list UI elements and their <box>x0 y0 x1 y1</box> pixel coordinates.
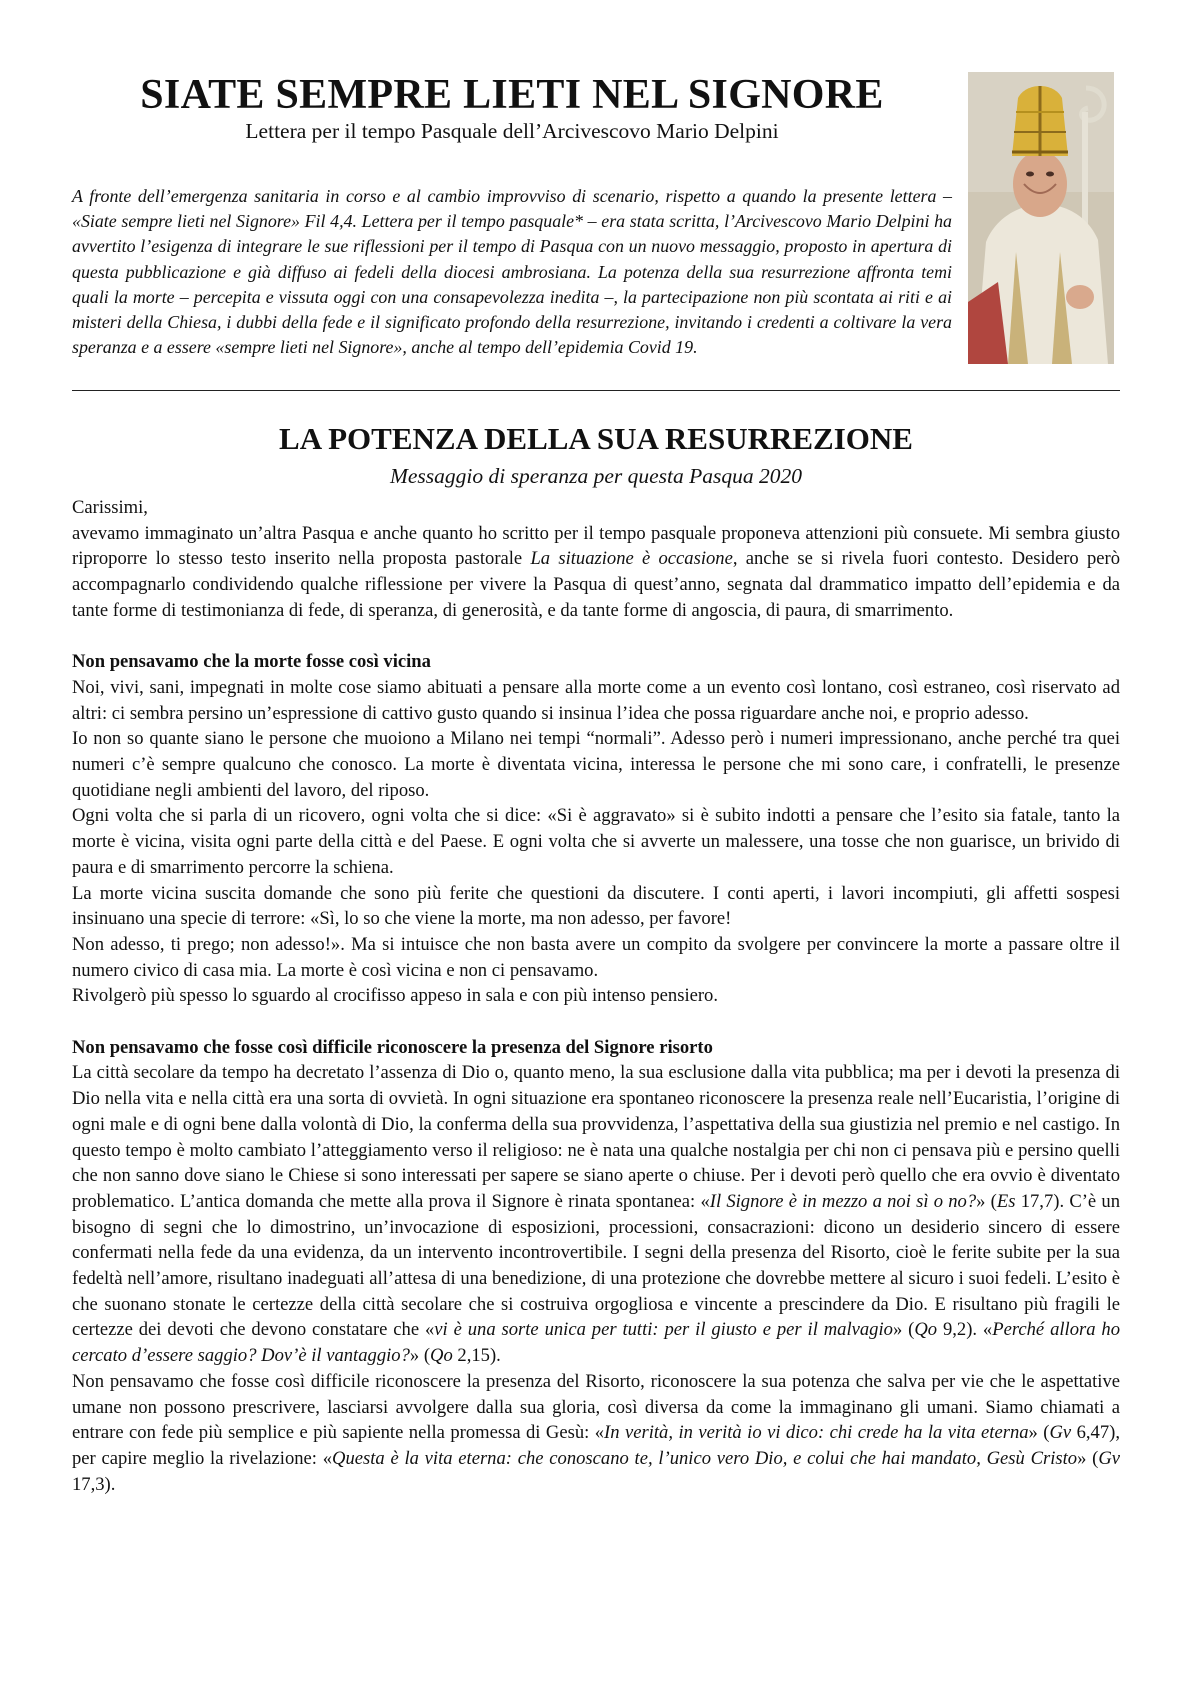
body-paragraph: Non pensavamo che fosse così difficile riconoscere la presenza del Risorto, riconoscere la sua potenza che salva per vie che le aspettative umane non possono prescrivere, lasciarsi avvolgere dalla sua gloria, così diversa da come la immaginano gli umani. Siamo chiamati a entrare con fede più semplice e più sapiente nella promessa di Gesù: «In verità, in verità io vi dico: chi crede ha la vita eterna» (Gv 6,47), per capire meglio la rivelazione: «Questa è la vita eterna: che conoscano te, l’unico vero Dio, e colui che hai mandato, Gesù Cristo» (Gv 17,3). <box>72 1370 1121 1495</box>
message-body <box>72 495 1120 1497</box>
body-paragraph: avevamo immaginato un’altra Pasqua e anche quanto ho scritto per il tempo pasquale proponeva attenzioni più consuete. Mi sembra giusto riproporre lo stesso testo inserito nella proposta pastorale La situazione è occasione, anche se si rivela fuori contesto. Desidero però accompagnarlo condividendo qualche riflessione per vivere la Pasqua di quest’anno, segnata dal drammatico impatto dell’epidemia e da tante forme di testimonianza di fede, di speranza, di generosità, e da tante forme di angoscia, di paura, di smarrimento. <box>72 522 1121 621</box>
paragraph-gap <box>72 1009 1120 1035</box>
archbishop-photo <box>968 72 1114 364</box>
body-paragraph: La morte vicina suscita domande che sono più ferite che questioni da discutere. I conti aperti, i lavori incompiuti, gli affetti sospesi insinuano una specie di terrore: «Sì, lo so che viene la morte, ma non adesso, per favore! <box>72 882 1120 930</box>
body-paragraph: La città secolare da tempo ha decretato l’assenza di Dio o, quanto meno, la sua esclusione dalla vita pubblica; ma per i devoti la presenza di Dio nella vita e nella città era una sorta di ovvietà. In ogni situazione era spontaneo riconoscere la presenza reale nell’Eucaristia, l’origine di ogni male e di ogni bene dalla volontà di Dio, la conferma della sua provvidenza, l’aspettativa della sua giustizia nel premio e nel castigo. In questo tempo è molto cambiato l’atteggiamento verso il religioso: ne è nata una qualche nostalgia per chi non ci pensava più e persino quelli che non sanno dove siano le Chiese si sono interessati per sapere se siano aperte o chiuse. Per i devoti però quello che era ovvio è diventato problematico. L’antica domanda che mette alla prova il Signore è rinata spontanea: «Il Signore è in mezzo a noi sì o no?» (Es 17,7). C’è un bisogno di segni che lo dimostrino, un’invocazione di esposizioni, processioni, consacrazioni: dicono un desiderio sincero di essere confermati nella fede da una evidenza, da un intervento incontrovertibile. I segni della presenza del Risorto, cioè le ferite subite per la sua fedeltà nell’amore, risultano inadeguati all’attesa di una benedizione, di una protezione che dovrebbe mettere al sicuro i suoi fedeli. L’esito è che suonano stonate le certezze della città secolare che si costruiva orgogliosa e vincente a prescindere da Dio. E risultano più fragili le certezze dei devoti che devono constatare che «vi è una sorte unica per tutti: per il giusto e per il malvagio» (Qo 9,2). «Perché allora ho cercato d’essere saggio? Dov’è il vantaggio?» (Qo 2,15). <box>72 1062 1121 1367</box>
letter-header <box>72 72 952 144</box>
letter-subtitle: Lettera per il tempo Pasquale dell’Arcivescovo Mario Delpini <box>245 119 779 143</box>
body-paragraph: Io non so quante siano le persone che muoiono a Milano nei tempi “normali”. Adesso però i numeri impressionano, anche perché tra quei numeri c’è sempre qualcuno che conosco. La morte è diventata vicina, interessa le persone che mi sono care, i confratelli, le presenze quotidiane negli ambienti del lavoro, del riposo. <box>72 728 1120 801</box>
body-paragraph: Ogni volta che si parla di un ricovero, ogni volta che si dice: «Si è aggravato» si è subito indotti a pensare che l’esito sia fatale, tanto la morte è vicina, visita ogni parte della città e del Paese. E ogni volta che si avverte un malessere, una tosse che non guarisce, un brivido di paura e di smarrimento percorre la schiena. <box>72 805 1120 878</box>
section-title: LA POTENZA DELLA SUA RESURREZIONE <box>279 421 913 456</box>
horizontal-divider <box>72 390 1120 391</box>
paragraph-gap <box>72 624 1120 650</box>
body-paragraph: Noi, vivi, sani, impegnati in molte cose siamo abituati a pensare alla morte come a un evento così lontano, così estraneo, così riservato ad altri: ci sembra persino un’espressione di cattivo gusto quando si insinua l’idea che possa riguardare anche noi, e proprio adesso. <box>72 676 1120 724</box>
intro-paragraph: A fronte dell’emergenza sanitaria in corso e al cambio improvviso di scenario, rispetto a quando la presente lettera – «Siate sempre lieti nel Signore» Fil 4,4. Lettera per il tempo pasquale* – era stata scritta, l’Arcivescovo Mario Delpini ha avvertito l’esigenza di integrare le sue riflessioni per il tempo di Pasqua con un nuovo messaggio, proposto in apertura di questa pubblicazione e già diffuso ai fedeli della diocesi ambrosiana. La potenza della sua resurrezione affronta temi quali la morte – percepita e vissuta oggi con una consapevolezza inedita –, la partecipazione non più scontata ai riti e ai misteri della Chiesa, i dubbi della fede e il significato profondo della resurrezione, invitando i credenti a coltivare la vera speranza e a essere «sempre lieti nel Signore», anche al tempo dell’epidemia Covid 19. <box>72 186 952 358</box>
body-paragraph: Rivolgerò più spesso lo sguardo al crocifisso appeso in sala e con più intenso pensiero. <box>72 985 719 1007</box>
letter-title: SIATE SEMPRE LIETI NEL SIGNORE <box>140 72 884 118</box>
section-heading-death: Non pensavamo che la morte fosse così vicina <box>72 651 431 673</box>
greeting: Carissimi, <box>72 497 148 518</box>
section-heading-presence: Non pensavamo che fosse così difficile riconoscere la presenza del Signore risorto <box>72 1036 713 1058</box>
section-subtitle: Messaggio di speranza per questa Pasqua 2020 <box>389 464 803 488</box>
body-paragraph: Non adesso, ti prego; non adesso!». Ma si intuisce che non basta avere un compito da svolgere per convincere la morte a passare oltre il numero civico di casa mia. La morte è così vicina e non ci pensavamo. <box>72 933 1120 981</box>
